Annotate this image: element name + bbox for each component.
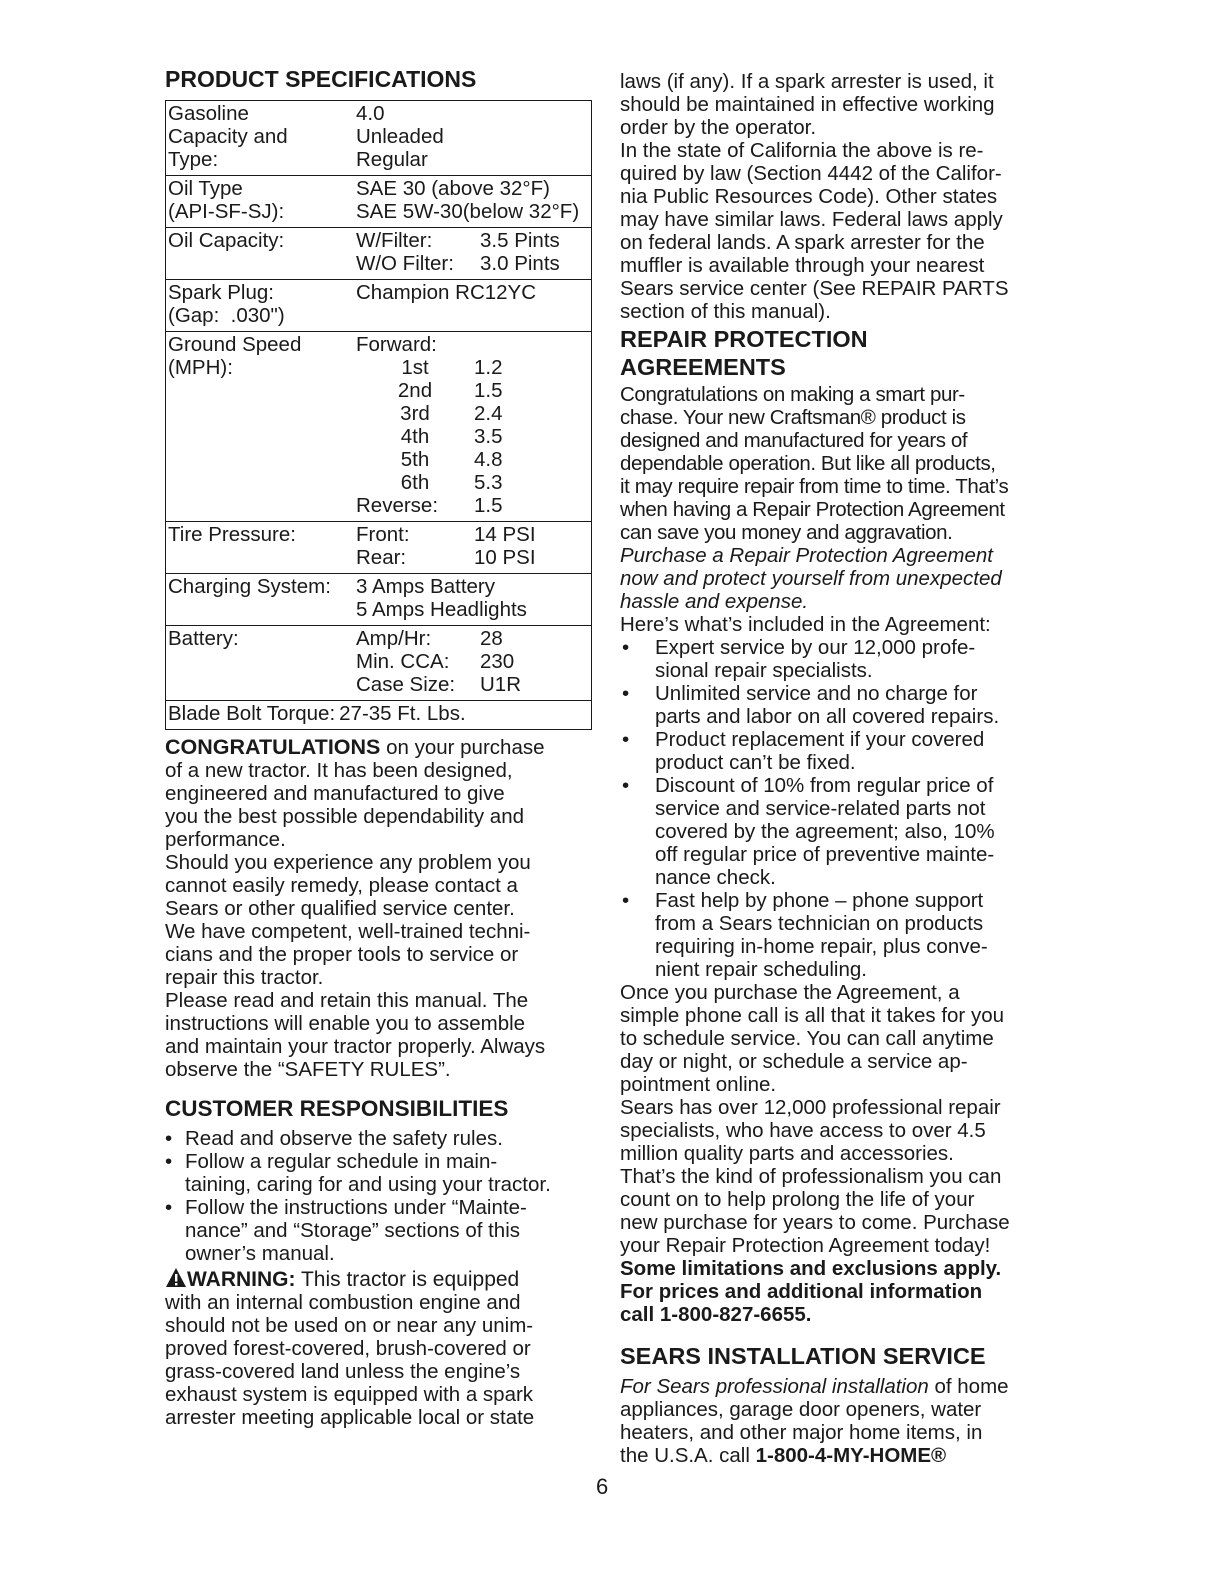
spec-row-spark-plug	[166, 279, 591, 331]
list-item: • Read and observe the safety rules.	[165, 1127, 503, 1150]
congratulations-paragraph: CONGRATULATIONS on your purchase of a new tractor. It has been designed, engineered and manufactured to give you the best possible dependability and performance. Should you experience any problem you cannot easily remedy, please contact a Sears or other qualified service center. We have competent, well-trained techni- cians and the proper tools to service or repair this tractor. Please read and retain this manual. The instructions will enable you to assemble and maintain your tractor properly. Always observe the “SAFETY RULES”.	[165, 735, 546, 1081]
spec-value: Champion RC12YC	[356, 281, 537, 304]
spec-value: SAE 30 (above 32°F) SAE 5W-30(below 32°F)	[356, 177, 580, 223]
bullet-icon: •	[165, 1150, 173, 1173]
bullet-icon: •	[622, 774, 630, 797]
right-column	[620, 70, 1052, 1467]
spec-label: Spark Plug: (Gap: .030")	[168, 281, 285, 327]
bullet-icon: •	[622, 682, 630, 705]
spec-row-oil-capacity	[166, 227, 591, 279]
spec-label: Ground Speed (MPH):	[168, 333, 302, 379]
spec-value: Amp/Hr: 28 Min. CCA: 230 Case Size: U1R	[356, 627, 522, 696]
repair-protection-heading: REPAIR PROTECTION AGREEMENTS	[620, 326, 868, 380]
bullet-icon: •	[622, 636, 630, 659]
repair-phone-number: call 1-800-827-6655.	[620, 1303, 812, 1326]
product-specifications-heading: PRODUCT SPECIFICATIONS	[165, 66, 477, 92]
limitations-notice: Some limitations and exclusions apply.	[620, 1257, 1002, 1280]
list-item: • Follow a regular schedule in main- taining, caring for and using your tractor.	[165, 1150, 551, 1196]
repair-protection-after: Once you purchase the Agreement, a simple phone call is all that it takes for you to schedule service. You can call anytime day or night, or schedule a service ap- pointment online. Sears has over 12,000 professional repair specialists, who have access to over 4.5 million quality parts and accessories. That’s the kind of professionalism you can count on to help prolong the life of your new purchase for years to come. Purchase your Repair Protection Agreement today! Some limitations and exclusions apply. For prices and additional information call 1-800-827-6655.	[620, 981, 1052, 1326]
list-item: • Product replacement if your covered product can’t be fixed.	[622, 728, 985, 774]
warning-triangle-icon	[165, 1267, 187, 1288]
sears-installation-heading: SEARS INSTALLATION SERVICE	[620, 1343, 986, 1369]
spec-value: 4.0 Unleaded Regular	[356, 102, 444, 171]
spec-row-tire-pressure	[166, 521, 591, 573]
repair-protection-body: Congratulations on making a smart pur- chase. Your new Craftsman® product is designed and manufactured for years of dependable operation. But like all products, it may require repair from time to time. That’s when having a Repair Protection Agreement can save you money and aggravation. Purchase a Repair Protection Agreement now and protect yourself from unexpected hassle and expense. Here’s what’s included in the Agreement:	[620, 383, 1009, 636]
bullet-icon: •	[165, 1196, 173, 1219]
warning-paragraph: WARNING: This tractor is equipped with an internal combustion engine and should not be used on or near any unim- proved forest-covered, brush-covered or grass-covered land unless the engine’s exhaust system is equipped with a spark arrester meeting applicable local or state	[165, 1268, 535, 1429]
bullet-icon: •	[622, 889, 630, 912]
customer-responsibilities-heading: CUSTOMER RESPONSIBILITIES	[165, 1096, 509, 1121]
spec-label: Gasoline Capacity and Type:	[168, 102, 288, 171]
warning-label: WARNING:	[187, 1268, 296, 1291]
spec-value: 27-35 Ft. Lbs.	[339, 702, 466, 725]
spec-row-blade-bolt-torque	[166, 700, 591, 729]
spec-row-charging-system	[166, 573, 591, 625]
specifications-table	[165, 100, 592, 730]
installation-phone-number: 1-800-4-MY-HOME®	[755, 1444, 947, 1467]
bullet-icon: •	[165, 1127, 173, 1150]
congratulations-lead: CONGRATULATIONS	[165, 735, 381, 759]
list-item: • Expert service by our 12,000 profe- sional repair specialists.	[622, 636, 976, 682]
list-item: • Discount of 10% from regular price of service and service-related parts not covered by the agreement; also, 10% off regular price of preventive mainte- nance check.	[622, 774, 995, 889]
spark-arrester-paragraph: laws (if any). If a spark arrester is used, it should be maintained in effective working order by the operator. In the state of California the above is re- quired by law (Section 4442 of the Califor- nia Public Resources Code). Other states may have similar laws. Federal laws apply on federal lands. A spark arrester for the muffler is available through your nearest Sears service center (See REPAIR PARTS section of this manual).	[620, 70, 1009, 323]
page-number: 6	[596, 1474, 609, 1499]
spec-label: Oil Type (API-SF-SJ):	[168, 177, 285, 223]
spec-row-battery	[166, 625, 591, 700]
list-item: • Follow the instructions under “Mainte- nance” and “Storage” sections of this owner’s manual.	[165, 1196, 527, 1265]
spec-value: 3 Amps Battery 5 Amps Headlights	[356, 575, 527, 621]
spec-value: W/Filter: 3.5 Pints W/O Filter: 3.0 Pints	[356, 229, 560, 275]
list-item: • Fast help by phone – phone support from a Sears technician on products requiring in-home repair, plus conve- nient repair scheduling.	[622, 889, 988, 981]
spec-row-gasoline	[166, 101, 591, 175]
spec-label: Tire Pressure:	[168, 523, 296, 546]
installation-paragraph: For Sears professional installation of home appliances, garage door openers, water heaters, and other major home items, in the U.S.A. call 1-800-4-MY-HOME®	[620, 1375, 1009, 1467]
responsibilities-list	[165, 1127, 593, 1265]
left-column	[165, 66, 593, 1429]
agreement-benefits-list	[620, 636, 1052, 981]
bullet-icon: •	[622, 728, 630, 751]
spec-label: Blade Bolt Torque:	[168, 702, 336, 725]
spec-row-oil-type	[166, 175, 591, 227]
spec-label: Battery:	[168, 627, 239, 650]
list-item: • Unlimited service and no charge for parts and labor on all covered repairs.	[622, 682, 1000, 728]
spec-label: Charging System:	[168, 575, 331, 598]
spec-value: Forward: 1st 1.2 2nd 1.5 3rd 2.4 4th 3.5 5th 4.8 6th 5.3 Reverse: 1.5	[356, 333, 503, 517]
spec-row-ground-speed	[166, 331, 591, 521]
spec-label: Oil Capacity:	[168, 229, 285, 252]
spec-value: Front: 14 PSI Rear: 10 PSI	[356, 523, 536, 569]
